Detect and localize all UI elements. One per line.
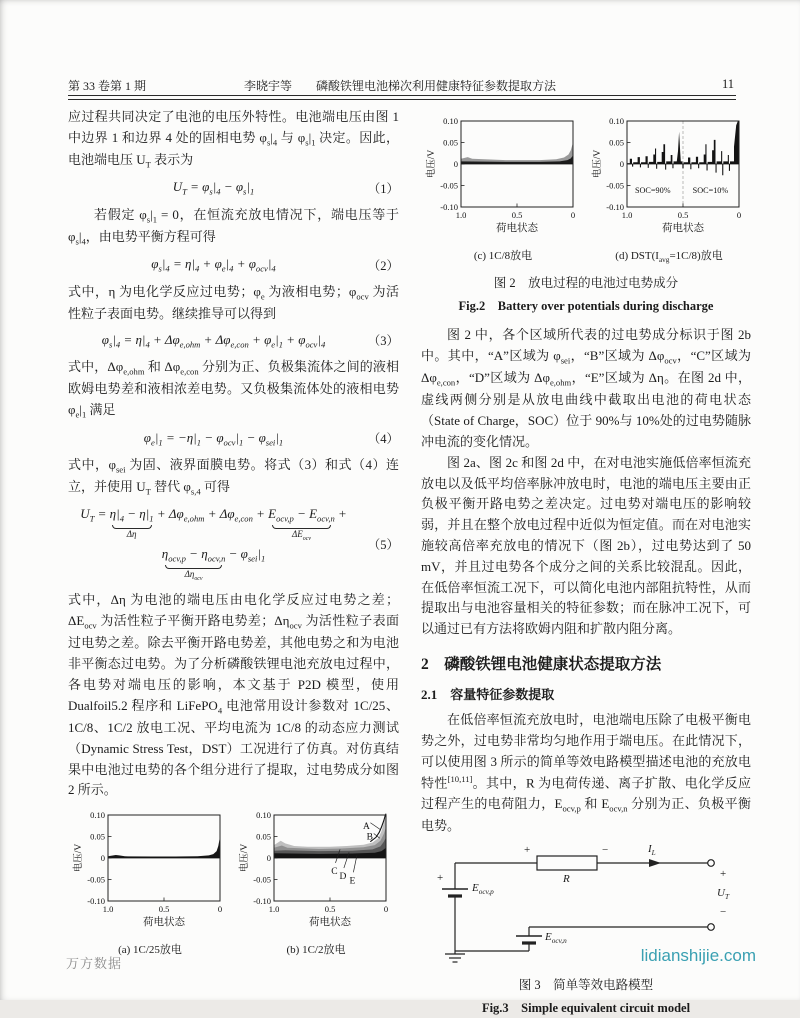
equation-body: $U_T = \varphi_s|_4 - \varphi_s|_1$ — [172, 179, 255, 198]
svg-text:0: 0 — [100, 853, 105, 864]
header-rule — [68, 95, 736, 100]
figure-2-caption-cn: 图 2 放电过程的电池过电势成分 — [493, 275, 679, 290]
paragraph: 式中，Δη 为电池的端电压由电化学反应过电势之差；$\Delta E_{ocv}$ 为活性粒子平衡开路电势差；$\Delta\eta_{ocv}$ 为活性粒子表面过电势之差。除去平衡开路电势差，其他电势之和为电池非平衡态过电势。为了分析磷酸铁锂电池充放电过程中，各电势对端电压的影响，本文基于 P2D 模型，使用 Dualfoil5.2 程序和 LiFePO$_4$ 电池常用设计参数对 1C/25、1C/8、1C/2 放电工况、平均电流为 1C/8 的动态应力测试（Dynamic Stress Test，DST）工况进行了仿真。对仿真结果中电池过电势的各个组分进行了提取，过电势成分如图 2 所示。 — [68, 592, 399, 798]
equation-3 — [68, 330, 399, 352]
current-arrow-icon — [649, 859, 661, 867]
svg-text:1.0: 1.0 — [621, 210, 633, 220]
resistor-symbol — [537, 856, 597, 870]
equation-5 — [68, 504, 399, 585]
equation-number: （1） — [367, 181, 399, 196]
svg-text:0: 0 — [383, 904, 389, 915]
svg-text:0.10: 0.10 — [256, 810, 271, 821]
resistor-plus-sign: + — [524, 844, 531, 857]
paragraph: 在低倍率恒流充放电时，电池端电压除了电极平衡电势之外，过电势非常均匀地作用于端电压。在此情况下，可以使用图 3 所示的简单等效电路模型描述电池的充放电特性[10,11]。其中，R 为电荷传递、离子扩散、电化学反应过程产生的电荷阻力，$E_{ocv,p}$ 和 $E_{ocv,n}$ 分别为正、负极平衡电势。 — [421, 712, 751, 834]
svg-text:-0.10: -0.10 — [440, 202, 458, 212]
svg-text:电压/V: 电压/V — [74, 843, 84, 873]
terminal-positive-node — [708, 860, 715, 867]
wanfang-watermark: 万方数据 — [66, 956, 123, 971]
paragraph: 应过程共同决定了电池的电压外特性。电池端电压由图 1 中边界 1 和边界 4 处的固相电势 $\varphi_s|_4$ 与 $\varphi_s|_1$ 决定。因此，电池端电压 $U_T$ 表示为 — [68, 109, 399, 170]
svg-text:0.5: 0.5 — [511, 210, 523, 220]
equation-4 — [68, 428, 399, 450]
svg-text:0: 0 — [736, 210, 742, 220]
svg-text:C: C — [331, 867, 338, 878]
fig2-chart-b — [234, 809, 398, 943]
figure-2-caption-en: Fig.2 Battery over potentials during discharge — [458, 298, 714, 313]
svg-text:D: D — [339, 872, 347, 883]
svg-text:0.5: 0.5 — [677, 210, 689, 220]
svg-text:-0.10: -0.10 — [253, 896, 271, 907]
site-watermark: lidianshijie.com — [640, 946, 756, 965]
fig2-chart-d — [587, 115, 751, 249]
svg-text:-0.05: -0.05 — [440, 180, 458, 191]
terminal-negative-node — [708, 924, 715, 931]
svg-text:0: 0 — [570, 210, 576, 220]
figure-3-caption-en: Fig.3 Simple equivalent circuit model — [481, 1001, 691, 1016]
paragraph: 图 2 中，各个区域所代表的过电势成分标识于图 2b 中。其中，“A”区域为 $\varphi_{sei}$，“B”区域为 $\Delta\varphi_{ocv}$，“C”区域为 $\Delta\varphi_{e,con}$，“D”区域为 $\Delta\varphi_{e,ohm}$，“E”区域为 Δη。在图 2d 中，虚线两侧分别是从放电曲线中截取出电池的荷电状态（State of Charge，SOC）位于 90%与 10%处的过电势随脉冲电流的变化情况。 — [421, 326, 752, 449]
svg-text:荷电状态: 荷电状态 — [143, 917, 185, 929]
terminal-plus-sign: + — [720, 868, 727, 881]
paragraph: 式中，η 为电化学反应过电势；$\varphi_e$ 为液相电势；$\varphi_{ocv}$ 为活性粒子表面电势。继续推导可以得到 — [68, 283, 399, 321]
svg-text:SOC=10%: SOC=10% — [692, 185, 729, 195]
equation-number: （2） — [367, 258, 399, 273]
svg-text:-0.05: -0.05 — [606, 180, 624, 191]
terminal-voltage-label: $U_T$ — [717, 887, 729, 902]
svg-text:0: 0 — [619, 159, 624, 169]
svg-text:-0.05: -0.05 — [253, 874, 271, 885]
figure-2c — [421, 115, 585, 265]
svg-text:SOC=90%: SOC=90% — [634, 185, 671, 195]
svg-text:0: 0 — [217, 904, 223, 915]
figure-2a — [68, 809, 232, 957]
figure-2-right-pair — [421, 115, 751, 265]
svg-text:电压/V: 电压/V — [240, 843, 250, 873]
svg-text:0.05: 0.05 — [90, 831, 105, 842]
svg-text:-0.05: -0.05 — [87, 874, 105, 885]
svg-text:0.10: 0.10 — [609, 116, 624, 126]
resistor-minus-sign: − — [602, 844, 609, 857]
figure-2-left-pair — [68, 809, 399, 957]
equation-body: $\varphi_e|_1 = -\eta|_1 - \varphi_{ocv}|_1 - \varphi_{sei}|_1$ — [143, 429, 284, 448]
running-title: 李晓宇等 磷酸铁锂电池梯次利用健康特征参数提取方法 — [243, 79, 556, 93]
figure-2d — [587, 115, 751, 265]
figure-2b — [234, 809, 398, 957]
svg-text:0.05: 0.05 — [256, 831, 271, 842]
resistor-label: R — [563, 873, 570, 886]
journal-issue: 第 33 卷第 1 期 — [68, 79, 147, 93]
fig2-chart-a — [68, 809, 232, 943]
equation-body: $\varphi_s|_4 = \eta|_4 + \Delta\varphi_{e,ohm} + \Delta\varphi_{e,con} + \varphi_e|_1 + \varphi_{ocv}|_4$ — [101, 331, 326, 350]
equation-number: （3） — [367, 333, 399, 348]
fig2-chart-c — [421, 115, 585, 249]
equation-number: （4） — [367, 431, 399, 446]
left-column — [68, 107, 399, 957]
svg-text:0.5: 0.5 — [158, 904, 170, 915]
page-number: 11 — [721, 77, 734, 91]
svg-text:1.0: 1.0 — [455, 210, 467, 220]
equation-5-body: $U_T$ = $\eta|_4 - \eta|_1$ Δη + $\Delta\varphi_{e,ohm} + \Delta\varphi_{e,con}$ + $E_{ocv,p} - E_{ocv,n}$ $\Delta E_{ocv}$ + $\eta_{ocv,p} - \eta_{ocv,n}$ $\Delta\eta_{ocv}$ − $\varphi_{sei}|_1$ — [80, 506, 347, 582]
source-n-label: $E_{ocv,n}$ — [545, 931, 567, 946]
svg-text:B: B — [366, 832, 373, 843]
figure-2b-caption: (b) 1C/2放电 — [286, 944, 346, 957]
figure-2c-caption: (c) 1C/8放电 — [473, 250, 533, 262]
svg-text:1.0: 1.0 — [102, 904, 114, 915]
svg-text:0.10: 0.10 — [443, 116, 458, 126]
svg-text:-0.10: -0.10 — [87, 896, 105, 907]
source-p-label: $E_{ocv,p}$ — [472, 882, 494, 897]
paragraph: 若假定 $\varphi_s|_1 = 0$，在恒流充放电情况下，端电压等于 $\varphi_s|_4$，由电势平衡方程可得 — [68, 206, 399, 247]
svg-text:0.5: 0.5 — [324, 904, 336, 915]
section-2-heading: 2 磷酸铁锂电池健康状态提取方法 — [421, 655, 662, 673]
svg-text:A: A — [362, 821, 370, 832]
section-2-1-heading: 2.1 容量特征参数提取 — [421, 686, 555, 702]
svg-text:电压/V: 电压/V — [427, 149, 437, 179]
svg-text:荷电状态: 荷电状态 — [309, 917, 351, 929]
svg-text:0.05: 0.05 — [609, 137, 624, 148]
svg-text:-0.10: -0.10 — [606, 202, 624, 212]
load-current-label: $I_L$ — [648, 843, 656, 858]
svg-text:0: 0 — [266, 853, 271, 864]
paragraph: 式中，$\Delta\varphi_{e,ohm}$ 和 $\Delta\varphi_{e,con}$ 分别为正、负极集流体之间的液相欧姆电势差和液相浓差电势。又负极集流体处的液相电势 $\varphi_e|_1$ 满足 — [68, 359, 399, 420]
svg-text:E: E — [349, 876, 356, 887]
equation-number: （5） — [367, 537, 399, 552]
right-column — [421, 107, 751, 1018]
figure-3-caption-cn: 图 3 简单等效电路模型 — [518, 978, 654, 993]
svg-text:荷电状态: 荷电状态 — [496, 223, 538, 234]
figure-2d-caption: (d) $DST(I_{avg}=1C/8)$放电 — [615, 250, 723, 265]
svg-text:0.05: 0.05 — [443, 137, 458, 148]
battery-p-plus-sign: + — [437, 872, 444, 885]
svg-text:0.10: 0.10 — [90, 810, 105, 821]
paragraph: 式中，$\varphi_{sei}$ 为固、液界面膜电势。将式（3）和式（4）连立，并使用 $U_T$ 替代 $\varphi_{s,4}$ 可得 — [68, 456, 399, 497]
svg-text:电压/V: 电压/V — [593, 149, 603, 179]
terminal-minus-sign: − — [720, 906, 727, 919]
svg-text:荷电状态: 荷电状态 — [662, 223, 704, 234]
svg-text:1.0: 1.0 — [268, 904, 280, 915]
figure-2a-caption: (a) 1C/25放电 — [118, 944, 182, 957]
paragraph: 图 2a、图 2c 和图 2d 中，在对电池实施低倍率恒流充放电以及低平均倍率脉冲放电时，电池的端电压主要由正负极平衡开路电势之差决定。过电势对端电压的影响较弱，并且在整个放电过程中近似为恒定值。而在对电池实施较高倍率充放电的情况下（图 2b），过电势达到了 50 mV，并且过电势各个成分之间的关系比较混乱。因此，在低倍率恒流工况下，可以简化电池内部阻抗特性，从而提取出与电池容量相关的特征参数；而在脉冲工况下，可以通过已有方法将欧姆内阻和扩散内阻分离。 — [421, 454, 751, 637]
equation-body: $\varphi_s|_4 = \eta|_4 + \varphi_e|_4 + \varphi_{ocv}|_4$ — [151, 256, 276, 274]
svg-text:0: 0 — [453, 159, 458, 169]
equation-1 — [68, 177, 399, 199]
equation-2 — [68, 254, 399, 276]
